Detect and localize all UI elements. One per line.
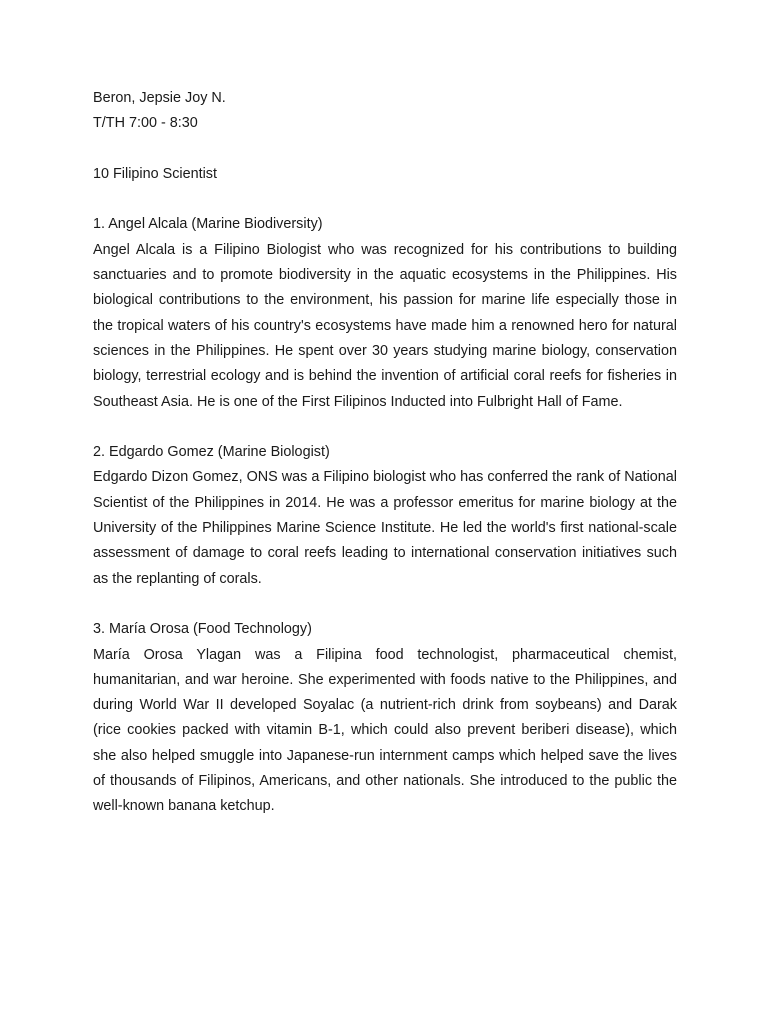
scientist-entry-alcala: [93, 212, 677, 414]
scientist-description: Angel Alcala is a Filipino Biologist who was recognized for his contributions to building sanctuaries and to promote biodiversity in the aquatic ecosystems in the Philippines. His biological contributions to the environment, his passion for marine life especially those in the tropical waters of his country's ecosystems have made him a renowned hero for natural sciences in the Philippines. He spent over 30 years studying marine biology, conservation biology, terrestrial ecology and is behind the invention of artificial coral reefs for fisheries in Southeast Asia. He is one of the First Filipinos Inducted into Fulbright Hall of Fame.: [93, 241, 677, 410]
scientist-description: María Orosa Ylagan was a Filipina food technologist, pharmaceutical chemist, humanitarian, and war heroine. She experimented with foods native to the Philippines, and during World War II developed Soyalac (a nutrient-rich drink from soybeans) and Darak (rice cookies packed with vitamin B-1, which could also prevent beriberi disease), which she also helped smuggle into Japanese-run internment camps which helped save the lives of thousands of Filipinos, Americans, and other nationals. She introduced to the public the well-known banana ketchup.: [93, 646, 677, 815]
spacer: [93, 137, 677, 162]
scientist-heading: 2. Edgardo Gomez (Marine Biologist): [93, 444, 330, 461]
scientist-entry-gomez: [93, 440, 677, 592]
document-page: [93, 86, 677, 820]
spacer: [93, 415, 677, 440]
author-name: Beron, Jepsie Joy N.: [93, 90, 226, 106]
scientist-entry-orosa: [93, 617, 677, 819]
scientist-heading: 3. María Orosa (Food Technology): [93, 621, 312, 638]
scientist-description: Edgardo Dizon Gomez, ONS was a Filipino biologist who has conferred the rank of National Scientist of the Philippines in 2014. He was a professor emeritus for marine biology at the University of the Philippines Marine Science Institute. He led the world's first national-scale assessment of damage to coral reefs leading to international conservation initiatives such as the replanting of corals.: [93, 469, 677, 587]
document-title: 10 Filipino Scientist: [93, 165, 217, 182]
class-schedule: T/TH 7:00 - 8:30: [93, 115, 198, 132]
spacer: [93, 592, 677, 617]
spacer: [93, 187, 677, 212]
scientist-heading: 1. Angel Alcala (Marine Biodiversity): [93, 216, 323, 233]
